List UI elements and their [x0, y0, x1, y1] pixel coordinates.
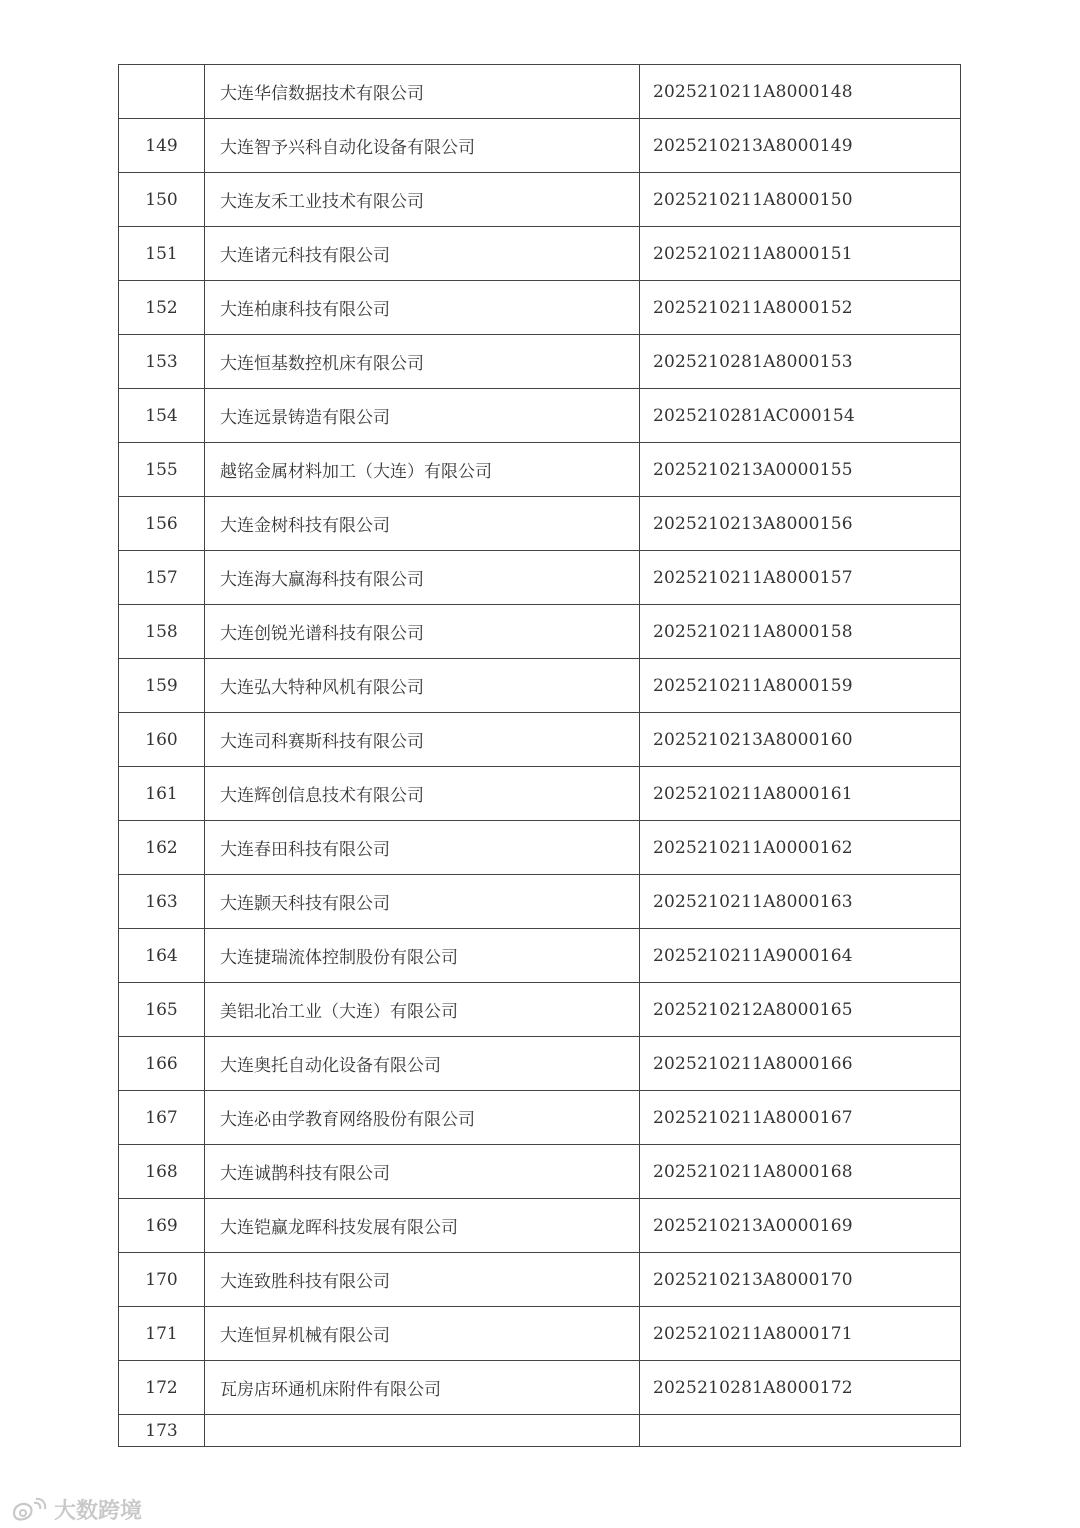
row-number-cell: 155 — [119, 443, 205, 497]
company-name-cell: 美铝北冶工业（大连）有限公司 — [205, 983, 640, 1037]
company-name-cell: 大连颢天科技有限公司 — [205, 875, 640, 929]
company-name-cell: 大连春田科技有限公司 — [205, 821, 640, 875]
registration-code-cell: 2025210213A8000170 — [640, 1253, 961, 1307]
row-number-cell: 159 — [119, 659, 205, 713]
registration-code-cell: 2025210211A9000164 — [640, 929, 961, 983]
table-row — [119, 497, 961, 551]
company-name-cell: 大连诸元科技有限公司 — [205, 227, 640, 281]
table-row — [119, 551, 961, 605]
row-number-cell: 171 — [119, 1307, 205, 1361]
table-row — [119, 1145, 961, 1199]
company-name-cell: 大连捷瑞流体控制股份有限公司 — [205, 929, 640, 983]
company-name-cell: 大连友禾工业技术有限公司 — [205, 173, 640, 227]
registration-code-cell: 2025210213A8000156 — [640, 497, 961, 551]
company-list-table — [118, 64, 961, 1447]
row-number-cell: 167 — [119, 1091, 205, 1145]
table-row — [119, 929, 961, 983]
registration-code-cell: 2025210211A8000171 — [640, 1307, 961, 1361]
company-name-cell: 大连柏康科技有限公司 — [205, 281, 640, 335]
registration-code-cell: 2025210281A8000153 — [640, 335, 961, 389]
registration-code-cell: 2025210211A8000148 — [640, 65, 961, 119]
registration-code-cell: 2025210211A8000157 — [640, 551, 961, 605]
registration-code-cell: 2025210211A0000162 — [640, 821, 961, 875]
company-name-cell: 大连司科赛斯科技有限公司 — [205, 713, 640, 767]
company-name-cell — [205, 1415, 640, 1447]
registration-code-cell: 2025210211A8000163 — [640, 875, 961, 929]
row-number-cell: 169 — [119, 1199, 205, 1253]
company-name-cell: 大连必由学教育网络股份有限公司 — [205, 1091, 640, 1145]
table-row — [119, 1415, 961, 1447]
company-name-cell: 大连恒昇机械有限公司 — [205, 1307, 640, 1361]
row-number-cell: 162 — [119, 821, 205, 875]
company-name-cell: 大连恒基数控机床有限公司 — [205, 335, 640, 389]
table-row — [119, 605, 961, 659]
row-number-cell: 154 — [119, 389, 205, 443]
watermark-text: 大数跨境 — [54, 1499, 143, 1524]
row-number-cell: 170 — [119, 1253, 205, 1307]
row-number-cell: 166 — [119, 1037, 205, 1091]
company-name-cell: 大连铠赢龙晖科技发展有限公司 — [205, 1199, 640, 1253]
row-number-cell: 152 — [119, 281, 205, 335]
company-name-cell: 大连辉创信息技术有限公司 — [205, 767, 640, 821]
registration-code-cell: 2025210213A0000169 — [640, 1199, 961, 1253]
company-name-cell: 大连金树科技有限公司 — [205, 497, 640, 551]
row-number-cell: 161 — [119, 767, 205, 821]
row-number-cell: 156 — [119, 497, 205, 551]
row-number-cell: 160 — [119, 713, 205, 767]
company-name-cell: 大连奥托自动化设备有限公司 — [205, 1037, 640, 1091]
row-number-cell: 172 — [119, 1361, 205, 1415]
table-row — [119, 227, 961, 281]
registration-code-cell: 2025210211A8000167 — [640, 1091, 961, 1145]
registration-code-cell: 2025210212A8000165 — [640, 983, 961, 1037]
registration-code-cell: 2025210211A8000168 — [640, 1145, 961, 1199]
company-name-cell: 瓦房店环通机床附件有限公司 — [205, 1361, 640, 1415]
company-name-cell: 大连创锐光谱科技有限公司 — [205, 605, 640, 659]
table-row — [119, 1037, 961, 1091]
table-row — [119, 335, 961, 389]
company-name-cell: 大连致胜科技有限公司 — [205, 1253, 640, 1307]
registration-code-cell — [640, 1415, 961, 1447]
registration-code-cell: 2025210211A8000151 — [640, 227, 961, 281]
company-name-cell: 大连诚鹊科技有限公司 — [205, 1145, 640, 1199]
table-row — [119, 821, 961, 875]
table-row — [119, 389, 961, 443]
table-row — [119, 659, 961, 713]
row-number-cell: 158 — [119, 605, 205, 659]
table-body — [119, 65, 961, 1447]
row-number-cell: 157 — [119, 551, 205, 605]
company-name-cell: 越铭金属材料加工（大连）有限公司 — [205, 443, 640, 497]
registration-code-cell: 2025210281A8000172 — [640, 1361, 961, 1415]
registration-code-cell: 2025210213A0000155 — [640, 443, 961, 497]
table-row — [119, 173, 961, 227]
row-number-cell: 149 — [119, 119, 205, 173]
row-number-cell — [119, 65, 205, 119]
table-row — [119, 1361, 961, 1415]
company-name-cell: 大连海大赢海科技有限公司 — [205, 551, 640, 605]
table-row — [119, 767, 961, 821]
table-row — [119, 281, 961, 335]
registration-code-cell: 2025210211A8000158 — [640, 605, 961, 659]
row-number-cell: 153 — [119, 335, 205, 389]
table-row — [119, 983, 961, 1037]
company-name-cell: 大连华信数据技术有限公司 — [205, 65, 640, 119]
row-number-cell: 163 — [119, 875, 205, 929]
table-row — [119, 119, 961, 173]
registration-code-cell: 2025210211A8000152 — [640, 281, 961, 335]
row-number-cell: 150 — [119, 173, 205, 227]
registration-code-cell: 2025210211A8000150 — [640, 173, 961, 227]
row-number-cell: 173 — [119, 1415, 205, 1447]
registration-code-cell: 2025210211A8000161 — [640, 767, 961, 821]
table-row — [119, 875, 961, 929]
row-number-cell: 168 — [119, 1145, 205, 1199]
weibo-logo-icon — [8, 1497, 48, 1523]
table-row — [119, 1199, 961, 1253]
row-number-cell: 165 — [119, 983, 205, 1037]
table-row — [119, 1091, 961, 1145]
registration-code-cell: 2025210281AC000154 — [640, 389, 961, 443]
table-row — [119, 1253, 961, 1307]
watermark — [8, 1494, 142, 1525]
row-number-cell: 164 — [119, 929, 205, 983]
registration-code-cell: 2025210211A8000159 — [640, 659, 961, 713]
row-number-cell: 151 — [119, 227, 205, 281]
company-name-cell: 大连智予兴科自动化设备有限公司 — [205, 119, 640, 173]
table-row — [119, 713, 961, 767]
table-row — [119, 1307, 961, 1361]
registration-code-cell: 2025210211A8000166 — [640, 1037, 961, 1091]
registration-code-cell: 2025210213A8000149 — [640, 119, 961, 173]
table-row — [119, 65, 961, 119]
registration-code-cell: 2025210213A8000160 — [640, 713, 961, 767]
company-name-cell: 大连远景铸造有限公司 — [205, 389, 640, 443]
company-name-cell: 大连弘大特种风机有限公司 — [205, 659, 640, 713]
table-row — [119, 443, 961, 497]
